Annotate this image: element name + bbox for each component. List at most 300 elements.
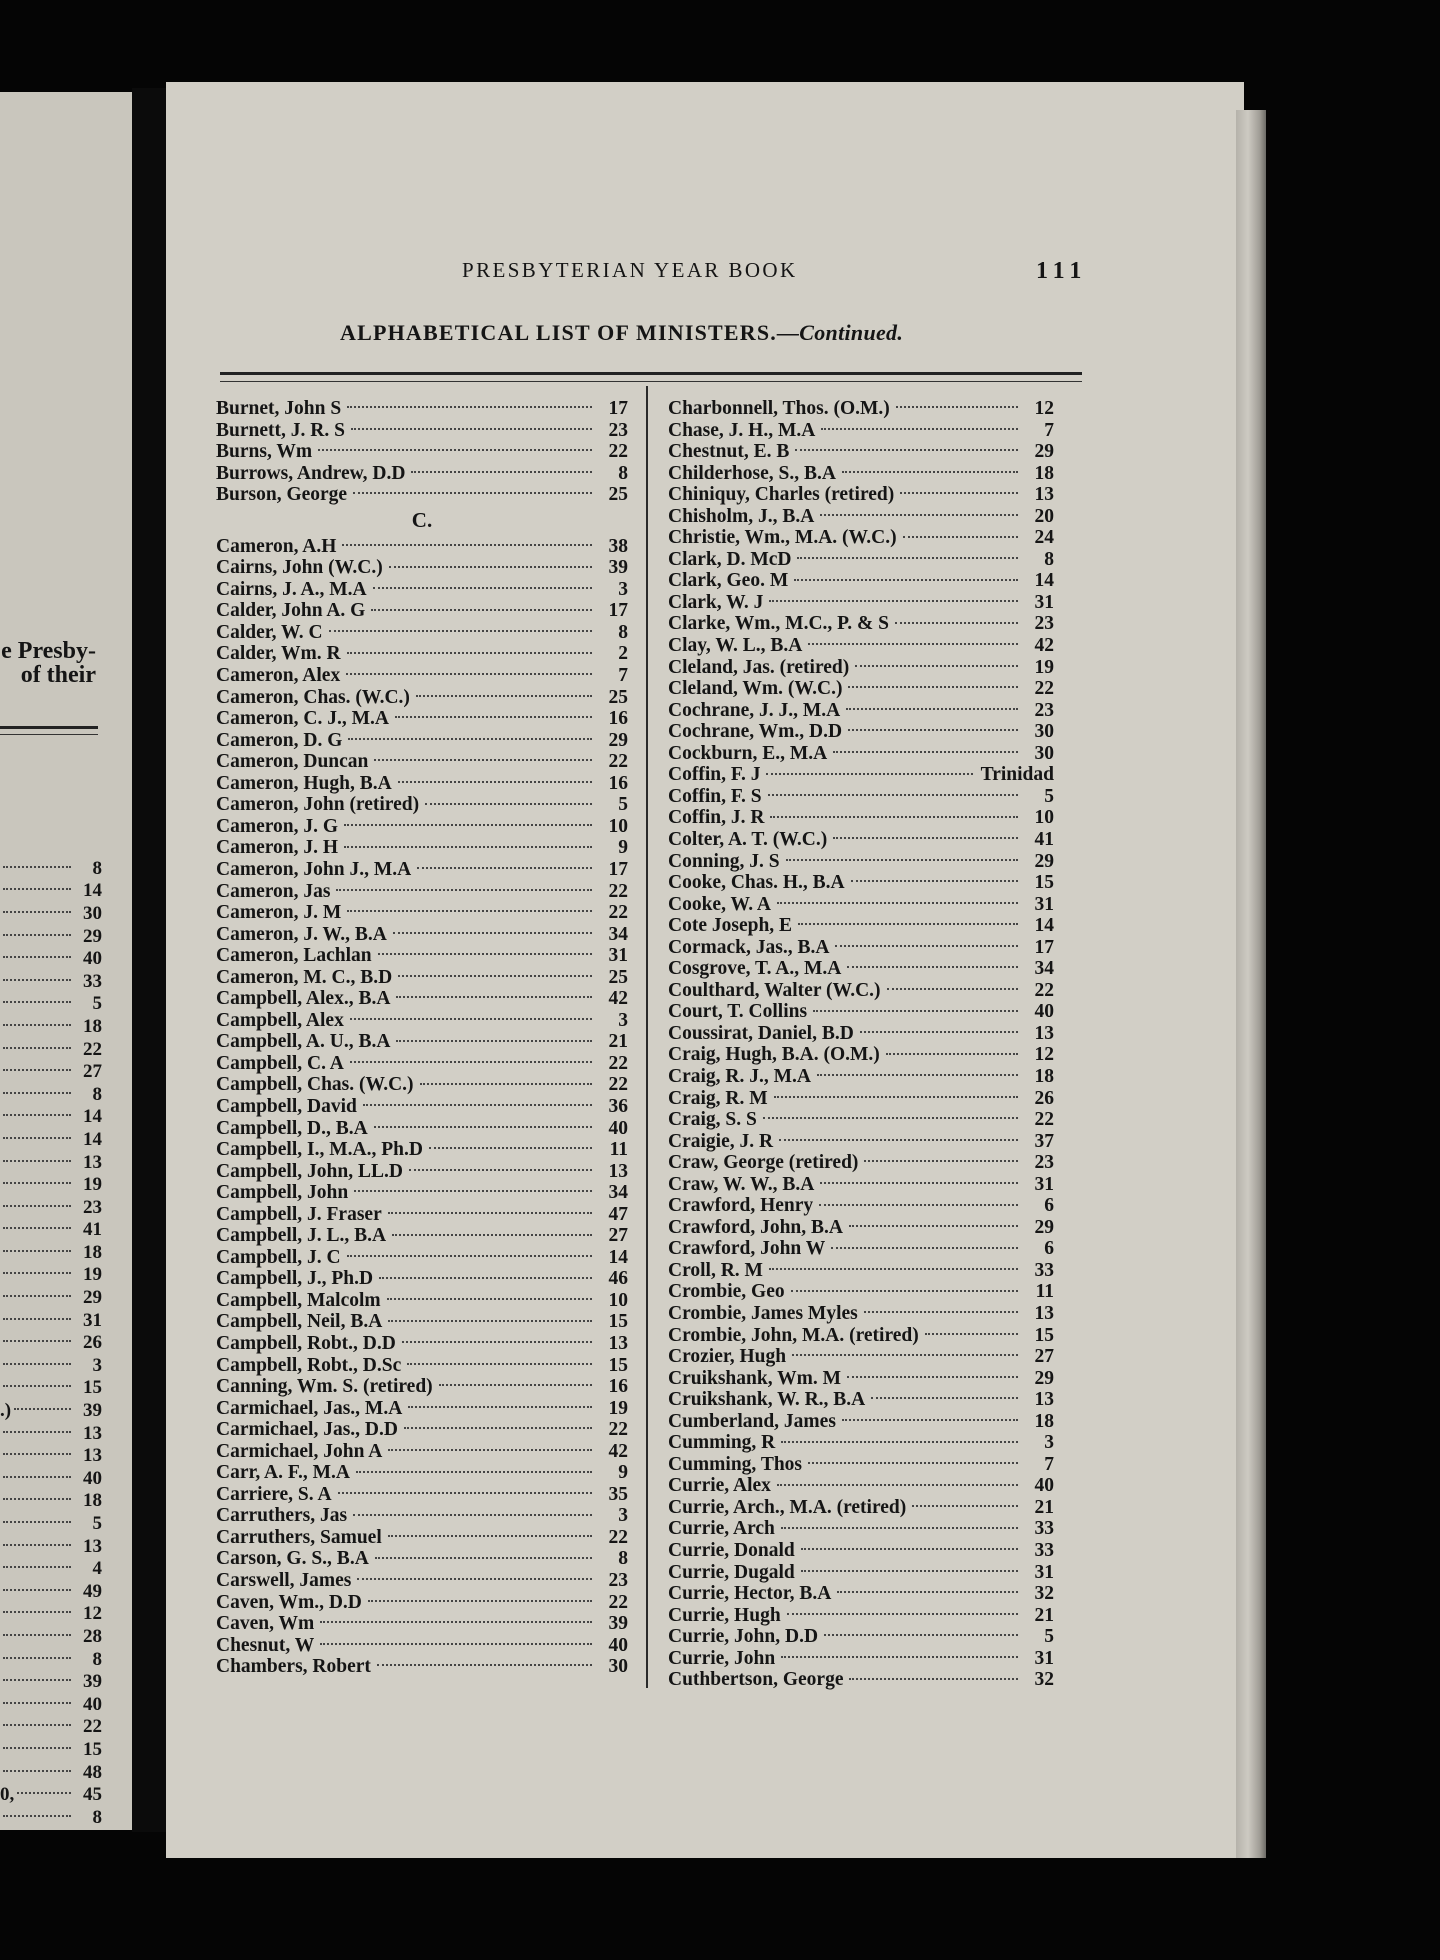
adjacent-list-item	[0, 925, 102, 948]
minister-entry	[668, 1088, 1054, 1110]
dot-leader	[3, 1476, 71, 1478]
dot-leader	[377, 1664, 592, 1666]
minister-name: Cameron, John (retired)	[216, 794, 420, 816]
adjacent-list-item	[0, 1783, 102, 1806]
page-reference: 40	[608, 1634, 628, 1656]
dot-leader	[393, 932, 592, 934]
minister-name: Campbell, Alex., B.A	[216, 988, 391, 1010]
page-reference: 5	[1044, 1626, 1054, 1648]
adjacent-list-item	[0, 1490, 102, 1513]
dot-leader	[353, 492, 592, 494]
left-entries-before	[216, 398, 628, 506]
section-title-text: ALPHABETICAL LIST OF MINISTERS.	[340, 320, 777, 345]
page-reference: 12	[1034, 398, 1054, 420]
dot-leader	[808, 643, 1018, 645]
dot-leader	[347, 652, 592, 654]
minister-name: Cameron, Alex	[216, 665, 341, 687]
page-reference: 9	[618, 1462, 628, 1484]
dot-leader	[795, 449, 1018, 451]
adjacent-page-reference: 19	[83, 1264, 102, 1286]
page-reference: 3	[618, 578, 628, 600]
dot-leader	[351, 428, 592, 430]
minister-entry	[668, 1174, 1054, 1196]
page-reference: 25	[608, 686, 628, 708]
minister-name: Cleland, Wm. (W.C.)	[668, 678, 843, 700]
dot-leader	[398, 781, 592, 783]
minister-entry	[668, 1562, 1054, 1584]
adjacent-list-item	[0, 1422, 102, 1445]
minister-entry	[216, 1311, 628, 1333]
adjacent-page-reference: 33	[83, 970, 102, 992]
minister-entry	[668, 484, 1054, 506]
page-reference: 17	[608, 600, 628, 622]
page-reference: 8	[618, 462, 628, 484]
dot-leader	[3, 956, 71, 958]
dot-leader	[387, 1298, 592, 1300]
minister-entry	[668, 506, 1054, 528]
adjacent-list-item	[0, 1331, 102, 1354]
adjacent-list-item	[0, 947, 102, 970]
minister-entry	[216, 1462, 628, 1484]
minister-name: Cameron, J. H	[216, 837, 339, 859]
minister-name: Carriere, S. A	[216, 1483, 332, 1505]
page-edge	[1236, 110, 1266, 1858]
left-entries-after	[216, 536, 628, 1678]
minister-entry	[216, 794, 628, 816]
page-reference: 27	[608, 1225, 628, 1247]
minister-name: Coffin, F. J	[668, 764, 761, 786]
adjacent-page-reference: 8	[92, 1648, 102, 1670]
minister-entry	[216, 643, 628, 665]
minister-entry	[216, 1333, 628, 1355]
minister-name: Crozier, Hugh	[668, 1346, 787, 1368]
minister-name: Crombie, Geo	[668, 1281, 785, 1303]
dot-leader	[768, 794, 1018, 796]
minister-entry	[216, 1074, 628, 1096]
adjacent-page-reference: 22	[83, 1716, 102, 1738]
adjacent-page-reference: 15	[83, 1738, 102, 1760]
minister-entry	[668, 764, 1054, 786]
minister-name: Croll, R. M	[668, 1259, 763, 1281]
minister-entry	[668, 592, 1054, 614]
dot-leader	[847, 1376, 1018, 1378]
page-reference: 32	[1034, 1583, 1054, 1605]
adjacent-list-item	[0, 1603, 102, 1626]
dot-leader	[350, 1061, 592, 1063]
minister-entry	[216, 536, 628, 558]
page-reference: 8	[618, 1548, 628, 1570]
minister-name: Currie, John	[668, 1647, 776, 1669]
minister-entry	[216, 1398, 628, 1420]
page-reference: 22	[1034, 678, 1054, 700]
dot-leader	[429, 1147, 592, 1149]
dot-leader	[373, 587, 592, 589]
minister-name: Cameron, A.H	[216, 535, 337, 557]
minister-name: Campbell, Malcolm	[216, 1289, 381, 1311]
page-reference: 30	[608, 1656, 628, 1678]
adjacent-page-reference: 40	[83, 1693, 102, 1715]
minister-entry	[668, 894, 1054, 916]
minister-entry	[668, 1303, 1054, 1325]
dot-leader	[849, 1225, 1018, 1227]
page-reference: 42	[608, 988, 628, 1010]
minister-entry	[216, 1441, 628, 1463]
dot-leader	[3, 1498, 71, 1500]
adjacent-page-reference: 49	[83, 1580, 102, 1602]
adjacent-list-item	[0, 1399, 102, 1422]
minister-name: Coffin, J. R	[668, 807, 765, 829]
header-rule	[220, 372, 1082, 375]
minister-name: Campbell, Neil, B.A	[216, 1311, 383, 1333]
dot-leader	[781, 1441, 1018, 1443]
minister-entry	[668, 1023, 1054, 1045]
adjacent-list-item	[0, 1670, 102, 1693]
page-reference: 39	[608, 1613, 628, 1635]
minister-name: Cooke, Chas. H., B.A	[668, 872, 845, 894]
adjacent-list-item	[0, 1716, 102, 1739]
minister-name: Chambers, Robert	[216, 1656, 371, 1678]
dot-leader	[831, 1247, 1018, 1249]
adjacent-list-item	[0, 1173, 102, 1196]
adjacent-list-item	[0, 902, 102, 925]
minister-name: Cockburn, E., M.A	[668, 742, 828, 764]
minister-entry	[216, 420, 628, 442]
dot-leader	[781, 1527, 1018, 1529]
dot-leader	[356, 1471, 592, 1473]
page-reference: 14	[1034, 570, 1054, 592]
adjacent-list-item	[0, 1580, 102, 1603]
dot-leader	[3, 1634, 71, 1636]
adjacent-page-reference: 40	[83, 948, 102, 970]
adjacent-page-reference: 8	[92, 1806, 102, 1828]
adjacent-page-reference: 18	[83, 1015, 102, 1037]
page-reference: 46	[608, 1268, 628, 1290]
page-reference: 17	[608, 858, 628, 880]
minister-entry	[216, 665, 628, 687]
dot-leader	[3, 1702, 71, 1704]
minister-entry	[216, 1247, 628, 1269]
dot-leader	[374, 1126, 592, 1128]
minister-name: Craig, Hugh, B.A. (O.M.)	[668, 1044, 880, 1066]
page-reference: 31	[1034, 1647, 1054, 1669]
adjacent-list-item	[0, 1377, 102, 1400]
minister-entry	[216, 1635, 628, 1657]
minister-entry	[668, 829, 1054, 851]
dot-leader	[797, 557, 1018, 559]
minister-name: Burson, George	[216, 484, 348, 506]
minister-name: Childerhose, S., B.A	[668, 462, 836, 484]
dot-leader	[791, 1290, 1018, 1292]
dot-leader	[851, 880, 1018, 882]
adjacent-page-text-line: of their	[20, 662, 96, 688]
page-reference: 29	[1034, 1216, 1054, 1238]
minister-name: Cameron, J. G	[216, 815, 339, 837]
page-reference: 23	[1034, 613, 1054, 635]
dot-leader	[3, 1272, 71, 1274]
minister-name: Cumming, Thos	[668, 1453, 803, 1475]
adjacent-page	[0, 92, 132, 1830]
minister-entry	[668, 570, 1054, 592]
minister-entry	[668, 1109, 1054, 1131]
minister-entry	[216, 1031, 628, 1053]
minister-entry	[668, 1325, 1054, 1347]
page-reference: 21	[608, 1031, 628, 1053]
dot-leader	[912, 1505, 1018, 1507]
minister-entry	[668, 1540, 1054, 1562]
page-reference: 40	[608, 1117, 628, 1139]
dot-leader	[409, 1169, 592, 1171]
minister-name: Campbell, Robt., D.Sc	[216, 1354, 402, 1376]
adjacent-list-item	[0, 1219, 102, 1242]
minister-name: Burnet, John S	[216, 398, 342, 420]
minister-entry	[668, 463, 1054, 485]
dot-leader	[396, 996, 592, 998]
adjacent-page-reference: 3	[92, 1354, 102, 1376]
dot-leader	[860, 1031, 1018, 1033]
minister-entry	[216, 1570, 628, 1592]
minister-name: Cameron, Chas. (W.C.)	[216, 686, 410, 708]
page-reference: 22	[608, 1419, 628, 1441]
adjacent-list-item	[0, 1241, 102, 1264]
dot-leader	[766, 773, 972, 775]
adjacent-page-reference: 5	[92, 993, 102, 1015]
page-reference: 29	[1034, 441, 1054, 463]
minister-name: Currie, Hugh	[668, 1604, 781, 1626]
minister-entry	[668, 635, 1054, 657]
book-binding	[132, 88, 168, 1832]
minister-entry	[216, 687, 628, 709]
page-reference: 13	[1034, 484, 1054, 506]
dot-leader	[416, 695, 592, 697]
page-reference: 16	[608, 708, 628, 730]
adjacent-page-reference: 22	[83, 1038, 102, 1060]
adjacent-page-reference: 14	[83, 880, 102, 902]
minister-entry	[216, 902, 628, 924]
page-reference: 14	[608, 1246, 628, 1268]
dot-leader	[801, 1548, 1018, 1550]
dot-leader	[3, 1114, 71, 1116]
dot-leader	[357, 1578, 592, 1580]
adjacent-list-item	[0, 1015, 102, 1038]
dot-leader	[329, 630, 592, 632]
dot-leader	[3, 1566, 71, 1568]
dot-leader	[3, 1182, 71, 1184]
dot-leader	[820, 1182, 1018, 1184]
dot-leader	[388, 1535, 592, 1537]
minister-name: Chestnut, E. B	[668, 441, 790, 463]
minister-entry	[216, 398, 628, 420]
page-reference: 11	[1035, 1281, 1054, 1303]
dot-leader	[338, 1492, 592, 1494]
minister-entry	[216, 1592, 628, 1614]
minister-entry	[668, 1626, 1054, 1648]
dot-leader	[3, 1069, 71, 1071]
dot-leader	[808, 1462, 1018, 1464]
page-reference: 7	[1044, 1453, 1054, 1475]
dot-leader	[3, 1589, 71, 1591]
page-reference: 22	[608, 880, 628, 902]
dot-leader	[792, 1354, 1018, 1356]
minister-entry	[668, 1648, 1054, 1670]
minister-entry	[216, 988, 628, 1010]
minister-name: Crombie, John, M.A. (retired)	[668, 1324, 919, 1346]
page-reference: 9	[618, 837, 628, 859]
minister-name: Caven, Wm	[216, 1613, 315, 1635]
dot-leader	[842, 471, 1018, 473]
adjacent-page-text-line: e Presby-	[1, 638, 96, 664]
adjacent-list-item	[0, 1761, 102, 1784]
dot-leader	[420, 1083, 592, 1085]
minister-entry	[668, 1605, 1054, 1627]
section-title-continued: —Continued.	[776, 320, 904, 345]
dot-leader	[404, 1427, 592, 1429]
adjacent-list-item	[0, 880, 102, 903]
dot-leader	[864, 1160, 1018, 1162]
minister-name: Carruthers, Samuel	[216, 1526, 382, 1548]
minister-name: Chisholm, J., B.A	[668, 505, 815, 527]
minister-name: Campbell, Robt., D.D	[216, 1332, 396, 1354]
adjacent-list-item	[0, 1196, 102, 1219]
page-reference: 22	[608, 1526, 628, 1548]
minister-entry	[216, 730, 628, 752]
dot-leader	[925, 1333, 1018, 1335]
page-reference: 23	[1034, 699, 1054, 721]
adjacent-list-prefix: .)	[0, 1400, 12, 1422]
dot-leader	[363, 1104, 592, 1106]
page-reference: 16	[608, 772, 628, 794]
minister-entry	[216, 880, 628, 902]
page-reference: 3	[618, 1505, 628, 1527]
minister-entry	[668, 657, 1054, 679]
dot-leader	[3, 1453, 71, 1455]
minister-entry	[668, 1389, 1054, 1411]
minister-name: Burnett, J. R. S	[216, 419, 345, 441]
adjacent-list-item	[0, 1738, 102, 1761]
page-reference: 33	[1034, 1540, 1054, 1561]
minister-name: Chase, J. H., M.A	[668, 419, 816, 441]
page-reference: 34	[608, 1182, 628, 1204]
page-reference: 40	[1034, 1001, 1054, 1023]
adjacent-page-rule	[0, 734, 98, 735]
minister-name: Campbell, Chas. (W.C.)	[216, 1074, 414, 1096]
page-reference: 22	[608, 441, 628, 463]
adjacent-list-item	[0, 1128, 102, 1151]
adjacent-page-reference: 26	[83, 1332, 102, 1354]
page-reference: 29	[608, 729, 628, 751]
dot-leader	[819, 1204, 1018, 1206]
dot-leader	[3, 979, 71, 981]
minister-entry	[216, 773, 628, 795]
minister-entry	[668, 958, 1054, 980]
adjacent-page-reference: 15	[83, 1377, 102, 1399]
minister-entry	[216, 463, 628, 485]
dot-leader	[846, 708, 1018, 710]
minister-name: Cruikshank, W. R., B.A	[668, 1389, 866, 1411]
dot-leader	[14, 1408, 71, 1410]
dot-leader	[3, 1001, 71, 1003]
minister-name: Cameron, J. M	[216, 902, 342, 924]
dot-leader	[835, 945, 1018, 947]
minister-name: Crawford, John, B.A	[668, 1216, 843, 1238]
page-reference: 22	[608, 751, 628, 773]
adjacent-page-reference: 45	[83, 1784, 102, 1806]
adjacent-page-reference: 18	[83, 1241, 102, 1263]
adjacent-page-reference: 41	[83, 1219, 102, 1241]
column-divider	[646, 386, 648, 1688]
minister-entry	[216, 1204, 628, 1226]
minister-name: Craig, R. M	[668, 1087, 768, 1109]
minister-entry	[216, 1182, 628, 1204]
dot-leader	[896, 406, 1018, 408]
dot-leader	[900, 492, 1018, 494]
minister-entry	[216, 1505, 628, 1527]
minister-entry	[216, 1161, 628, 1183]
minister-entry	[216, 751, 628, 773]
minister-name: Cumberland, James	[668, 1410, 836, 1432]
minister-entry	[216, 1053, 628, 1075]
minister-name: Campbell, J., Ph.D	[216, 1268, 374, 1290]
minister-entry	[216, 579, 628, 601]
adjacent-page-reference: 14	[83, 1128, 102, 1150]
dot-leader	[903, 536, 1018, 538]
page-reference: 25	[608, 484, 628, 506]
dot-leader	[887, 988, 1018, 990]
dot-leader	[3, 1024, 71, 1026]
page-reference: 13	[1034, 1022, 1054, 1044]
dot-leader	[3, 1318, 71, 1320]
minister-entry	[668, 1131, 1054, 1153]
adjacent-page-reference: 39	[83, 1671, 102, 1693]
minister-entry	[216, 1484, 628, 1506]
minister-entry	[216, 484, 628, 506]
minister-entry	[216, 708, 628, 730]
dot-leader	[3, 1047, 71, 1049]
minister-name: Campbell, A. U., B.A	[216, 1031, 391, 1053]
minister-entry	[216, 1225, 628, 1247]
adjacent-page-reference: 48	[83, 1761, 102, 1783]
minister-entry	[216, 859, 628, 881]
minister-name: Cuthbertson, George	[668, 1669, 844, 1691]
page-reference: 23	[1034, 1152, 1054, 1174]
minister-name: Clark, W. J	[668, 591, 764, 613]
minister-name: Court, T. Collins	[668, 1001, 808, 1023]
minister-name: Campbell, J. C	[216, 1246, 341, 1268]
dot-leader	[3, 1363, 71, 1365]
adjacent-list-prefix: 0,	[0, 1784, 15, 1806]
minister-name: Cameron, D. G	[216, 729, 343, 751]
adjacent-list-item	[0, 1535, 102, 1558]
page-reference: 41	[1034, 828, 1054, 850]
dot-leader	[3, 1544, 71, 1546]
minister-entry	[668, 1044, 1054, 1066]
minister-entry	[668, 1518, 1054, 1540]
minister-name: Cochrane, Wm., D.D	[668, 721, 843, 743]
page-reference: 21	[1034, 1604, 1054, 1626]
minister-name: Cairns, John (W.C.)	[216, 557, 383, 579]
page-reference: 15	[608, 1354, 628, 1376]
adjacent-list-item	[0, 1083, 102, 1106]
page-reference: 6	[1044, 1238, 1054, 1260]
page-reference: 15	[1034, 872, 1054, 894]
minister-entry	[668, 807, 1054, 829]
dot-leader	[344, 846, 592, 848]
dot-leader	[770, 816, 1018, 818]
adjacent-list-item	[0, 970, 102, 993]
page-reference: 14	[1034, 915, 1054, 937]
minister-name: Cameron, J. W., B.A	[216, 923, 387, 945]
page-reference: 5	[1044, 785, 1054, 807]
adjacent-page-reference: 12	[83, 1603, 102, 1625]
